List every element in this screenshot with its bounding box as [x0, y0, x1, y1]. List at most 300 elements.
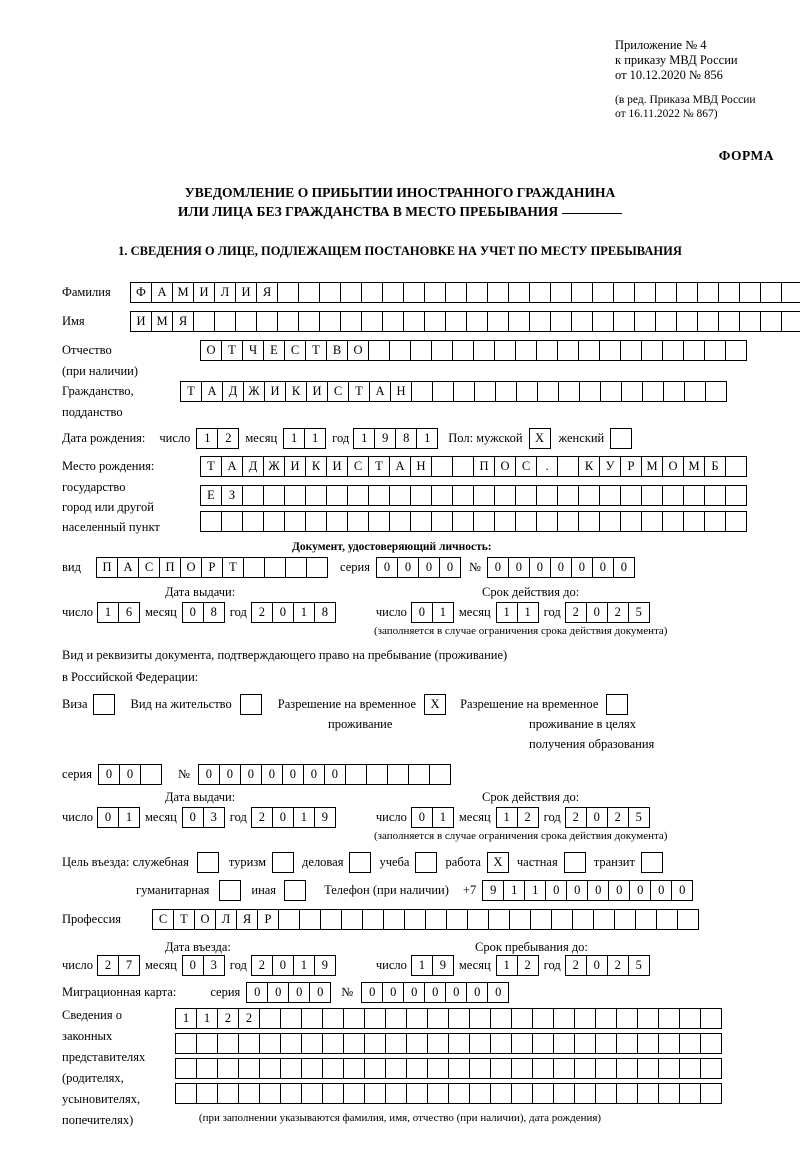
char-cell[interactable] — [259, 1033, 281, 1054]
char-cell[interactable]: 0 — [545, 880, 567, 901]
char-cell[interactable] — [620, 340, 642, 361]
char-cell[interactable] — [679, 1033, 701, 1054]
char-cell[interactable]: 2 — [238, 1008, 260, 1029]
char-cell[interactable]: П — [96, 557, 118, 578]
permit-issue-day-input[interactable] — [97, 807, 140, 828]
char-cell[interactable]: Е — [200, 485, 222, 506]
char-cell[interactable] — [705, 381, 727, 402]
char-cell[interactable]: 0 — [650, 880, 672, 901]
stay-year-input[interactable] — [565, 955, 650, 976]
char-cell[interactable] — [529, 282, 551, 303]
sex-female-checkbox[interactable] — [610, 428, 632, 449]
char-cell[interactable] — [385, 1033, 407, 1054]
char-cell[interactable]: П — [473, 456, 495, 477]
char-cell[interactable] — [362, 909, 384, 930]
char-cell[interactable] — [592, 282, 614, 303]
char-cell[interactable] — [340, 282, 362, 303]
char-cell[interactable]: 8 — [203, 602, 225, 623]
char-cell[interactable]: Я — [236, 909, 258, 930]
char-cell[interactable]: 2 — [607, 807, 629, 828]
char-cell[interactable]: С — [152, 909, 174, 930]
char-cell[interactable]: Р — [257, 909, 279, 930]
char-cell[interactable] — [579, 381, 601, 402]
char-cell[interactable]: Д — [222, 381, 244, 402]
char-cell[interactable] — [425, 909, 447, 930]
char-cell[interactable]: Ж — [243, 381, 265, 402]
char-cell[interactable]: 1 — [353, 428, 375, 449]
char-cell[interactable]: 0 — [586, 807, 608, 828]
char-cell[interactable]: 1 — [411, 955, 433, 976]
char-cell[interactable]: 0 — [272, 807, 294, 828]
char-cell[interactable]: 2 — [607, 955, 629, 976]
char-cell[interactable] — [264, 557, 286, 578]
char-cell[interactable] — [387, 764, 409, 785]
char-cell[interactable] — [364, 1083, 386, 1104]
char-cell[interactable] — [278, 909, 300, 930]
char-cell[interactable] — [298, 311, 320, 332]
char-cell[interactable] — [574, 1008, 596, 1029]
char-cell[interactable]: А — [389, 456, 411, 477]
char-cell[interactable] — [595, 1058, 617, 1079]
char-cell[interactable]: Л — [214, 282, 236, 303]
char-cell[interactable] — [700, 1008, 722, 1029]
char-cell[interactable] — [410, 340, 432, 361]
char-cell[interactable] — [175, 1033, 197, 1054]
char-cell[interactable] — [637, 1083, 659, 1104]
char-cell[interactable]: 9 — [432, 955, 454, 976]
char-cell[interactable] — [564, 852, 586, 873]
char-cell[interactable]: 0 — [608, 880, 630, 901]
char-cell[interactable]: 0 — [411, 807, 433, 828]
char-cell[interactable]: И — [284, 456, 306, 477]
char-cell[interactable] — [284, 880, 306, 901]
char-cell[interactable]: И — [235, 282, 257, 303]
char-cell[interactable]: 1 — [175, 1008, 197, 1029]
char-cell[interactable]: 2 — [517, 807, 539, 828]
char-cell[interactable]: М — [641, 456, 663, 477]
char-cell[interactable]: 0 — [182, 955, 204, 976]
char-cell[interactable]: К — [305, 456, 327, 477]
char-cell[interactable]: С — [515, 456, 537, 477]
purpose-study-checkbox[interactable] — [415, 852, 437, 873]
char-cell[interactable] — [448, 1083, 470, 1104]
char-cell[interactable]: О — [180, 557, 202, 578]
char-cell[interactable] — [487, 282, 509, 303]
char-cell[interactable] — [473, 340, 495, 361]
entry-day-input[interactable] — [97, 955, 140, 976]
char-cell[interactable] — [487, 311, 509, 332]
char-cell[interactable] — [343, 1008, 365, 1029]
char-cell[interactable]: Т — [173, 909, 195, 930]
char-cell[interactable]: 0 — [98, 764, 120, 785]
legal-rep-input-1[interactable] — [175, 1008, 722, 1029]
char-cell[interactable]: 0 — [587, 880, 609, 901]
char-cell[interactable] — [593, 909, 615, 930]
mig-series-input[interactable] — [246, 982, 331, 1003]
char-cell[interactable] — [557, 511, 579, 532]
char-cell[interactable]: Я — [172, 311, 194, 332]
char-cell[interactable] — [634, 311, 656, 332]
char-cell[interactable]: 1 — [432, 807, 454, 828]
doc-number-input[interactable] — [487, 557, 635, 578]
char-cell[interactable] — [679, 1083, 701, 1104]
char-cell[interactable] — [469, 1033, 491, 1054]
purpose-work-checkbox[interactable] — [487, 852, 509, 873]
char-cell[interactable] — [319, 311, 341, 332]
char-cell[interactable] — [662, 485, 684, 506]
char-cell[interactable]: О — [200, 340, 222, 361]
char-cell[interactable]: 1 — [196, 1008, 218, 1029]
permit-valid-day-input[interactable] — [411, 807, 454, 828]
char-cell[interactable]: 0 — [198, 764, 220, 785]
char-cell[interactable] — [343, 1083, 365, 1104]
char-cell[interactable]: 0 — [240, 764, 262, 785]
char-cell[interactable]: А — [201, 381, 223, 402]
char-cell[interactable] — [781, 282, 800, 303]
char-cell[interactable]: 3 — [203, 807, 225, 828]
char-cell[interactable] — [361, 311, 383, 332]
char-cell[interactable] — [495, 381, 517, 402]
char-cell[interactable]: Т — [221, 340, 243, 361]
char-cell[interactable]: И — [130, 311, 152, 332]
char-cell[interactable]: 2 — [217, 1008, 239, 1029]
char-cell[interactable]: 0 — [397, 557, 419, 578]
char-cell[interactable] — [610, 428, 632, 449]
char-cell[interactable]: 0 — [282, 764, 304, 785]
char-cell[interactable] — [641, 340, 663, 361]
char-cell[interactable]: 5 — [628, 955, 650, 976]
purpose-private-checkbox[interactable] — [564, 852, 586, 873]
char-cell[interactable] — [553, 1058, 575, 1079]
char-cell[interactable]: Л — [215, 909, 237, 930]
char-cell[interactable]: С — [284, 340, 306, 361]
profession-input[interactable] — [152, 909, 699, 930]
char-cell[interactable] — [488, 909, 510, 930]
char-cell[interactable] — [301, 1058, 323, 1079]
char-cell[interactable] — [551, 909, 573, 930]
char-cell[interactable] — [532, 1033, 554, 1054]
char-cell[interactable] — [406, 1058, 428, 1079]
char-cell[interactable] — [634, 282, 656, 303]
char-cell[interactable] — [219, 880, 241, 901]
char-cell[interactable] — [760, 311, 782, 332]
char-cell[interactable]: 9 — [314, 807, 336, 828]
char-cell[interactable] — [364, 1058, 386, 1079]
char-cell[interactable]: 0 — [361, 982, 383, 1003]
char-cell[interactable]: 0 — [629, 880, 651, 901]
char-cell[interactable]: Ф — [130, 282, 152, 303]
name-input[interactable] — [130, 311, 800, 332]
char-cell[interactable] — [238, 1058, 260, 1079]
char-cell[interactable] — [389, 485, 411, 506]
char-cell[interactable] — [515, 485, 537, 506]
char-cell[interactable]: 0 — [439, 557, 461, 578]
birthplace-city-input[interactable] — [200, 485, 747, 506]
char-cell[interactable] — [571, 311, 593, 332]
temp-residence-checkbox[interactable] — [424, 694, 446, 715]
char-cell[interactable] — [662, 511, 684, 532]
char-cell[interactable] — [683, 340, 705, 361]
doc-series-input[interactable] — [376, 557, 461, 578]
char-cell[interactable]: 2 — [565, 807, 587, 828]
doc-issue-year-input[interactable] — [251, 602, 336, 623]
char-cell[interactable] — [508, 282, 530, 303]
char-cell[interactable] — [301, 1033, 323, 1054]
char-cell[interactable]: А — [221, 456, 243, 477]
char-cell[interactable]: Я — [256, 282, 278, 303]
char-cell[interactable] — [240, 694, 262, 715]
char-cell[interactable]: С — [327, 381, 349, 402]
char-cell[interactable] — [389, 340, 411, 361]
char-cell[interactable] — [620, 485, 642, 506]
char-cell[interactable]: О — [494, 456, 516, 477]
char-cell[interactable] — [452, 456, 474, 477]
char-cell[interactable]: 3 — [203, 955, 225, 976]
char-cell[interactable] — [385, 1083, 407, 1104]
char-cell[interactable]: 0 — [671, 880, 693, 901]
char-cell[interactable] — [574, 1033, 596, 1054]
char-cell[interactable]: 1 — [293, 602, 315, 623]
char-cell[interactable] — [427, 1083, 449, 1104]
char-cell[interactable] — [306, 557, 328, 578]
entry-year-input[interactable] — [251, 955, 336, 976]
char-cell[interactable] — [305, 511, 327, 532]
char-cell[interactable] — [613, 282, 635, 303]
legal-rep-input-4[interactable] — [175, 1083, 722, 1104]
char-cell[interactable] — [679, 1058, 701, 1079]
char-cell[interactable]: 1 — [118, 807, 140, 828]
char-cell[interactable] — [382, 311, 404, 332]
char-cell[interactable] — [529, 311, 551, 332]
char-cell[interactable]: О — [194, 909, 216, 930]
char-cell[interactable] — [448, 1033, 470, 1054]
char-cell[interactable]: С — [347, 456, 369, 477]
char-cell[interactable]: 2 — [217, 428, 239, 449]
char-cell[interactable] — [473, 485, 495, 506]
char-cell[interactable]: С — [138, 557, 160, 578]
char-cell[interactable]: О — [347, 340, 369, 361]
char-cell[interactable] — [683, 511, 705, 532]
char-cell[interactable] — [280, 1083, 302, 1104]
char-cell[interactable]: 0 — [382, 982, 404, 1003]
char-cell[interactable]: М — [151, 311, 173, 332]
char-cell[interactable] — [322, 1008, 344, 1029]
citizenship-input[interactable] — [180, 381, 727, 402]
char-cell[interactable] — [200, 511, 222, 532]
birth-month-input[interactable] — [283, 428, 326, 449]
char-cell[interactable]: 0 — [261, 764, 283, 785]
char-cell[interactable]: 0 — [508, 557, 530, 578]
char-cell[interactable] — [301, 1008, 323, 1029]
char-cell[interactable] — [243, 557, 265, 578]
char-cell[interactable]: 2 — [251, 955, 273, 976]
char-cell[interactable] — [490, 1008, 512, 1029]
char-cell[interactable] — [490, 1058, 512, 1079]
char-cell[interactable] — [679, 1008, 701, 1029]
char-cell[interactable] — [175, 1083, 197, 1104]
char-cell[interactable] — [322, 1033, 344, 1054]
char-cell[interactable] — [406, 1083, 428, 1104]
char-cell[interactable]: И — [306, 381, 328, 402]
char-cell[interactable] — [637, 1008, 659, 1029]
char-cell[interactable]: 0 — [529, 557, 551, 578]
char-cell[interactable] — [343, 1033, 365, 1054]
char-cell[interactable] — [676, 311, 698, 332]
char-cell[interactable] — [595, 1008, 617, 1029]
char-cell[interactable]: К — [285, 381, 307, 402]
char-cell[interactable] — [452, 340, 474, 361]
char-cell[interactable] — [431, 340, 453, 361]
char-cell[interactable] — [448, 1008, 470, 1029]
char-cell[interactable]: Т — [222, 557, 244, 578]
char-cell[interactable] — [684, 381, 706, 402]
char-cell[interactable] — [319, 282, 341, 303]
char-cell[interactable] — [277, 311, 299, 332]
doc-issue-day-input[interactable] — [97, 602, 140, 623]
char-cell[interactable] — [326, 485, 348, 506]
char-cell[interactable]: 0 — [267, 982, 289, 1003]
char-cell[interactable] — [301, 1083, 323, 1104]
char-cell[interactable]: 0 — [219, 764, 241, 785]
char-cell[interactable] — [494, 511, 516, 532]
char-cell[interactable]: Т — [180, 381, 202, 402]
char-cell[interactable] — [217, 1083, 239, 1104]
permit-number-input[interactable] — [198, 764, 451, 785]
birth-day-input[interactable] — [196, 428, 239, 449]
char-cell[interactable]: X — [424, 694, 446, 715]
char-cell[interactable] — [635, 909, 657, 930]
char-cell[interactable] — [406, 1033, 428, 1054]
char-cell[interactable] — [571, 282, 593, 303]
char-cell[interactable] — [410, 511, 432, 532]
legal-rep-input-2[interactable] — [175, 1033, 722, 1054]
char-cell[interactable]: Ж — [263, 456, 285, 477]
char-cell[interactable] — [242, 485, 264, 506]
char-cell[interactable] — [676, 282, 698, 303]
char-cell[interactable]: 9 — [482, 880, 504, 901]
char-cell[interactable] — [415, 852, 437, 873]
char-cell[interactable] — [550, 282, 572, 303]
char-cell[interactable] — [641, 852, 663, 873]
char-cell[interactable] — [511, 1033, 533, 1054]
char-cell[interactable] — [700, 1033, 722, 1054]
char-cell[interactable] — [557, 485, 579, 506]
char-cell[interactable] — [221, 511, 243, 532]
char-cell[interactable] — [532, 1083, 554, 1104]
char-cell[interactable] — [256, 311, 278, 332]
char-cell[interactable] — [298, 282, 320, 303]
char-cell[interactable]: 1 — [432, 602, 454, 623]
char-cell[interactable] — [452, 485, 474, 506]
char-cell[interactable] — [704, 485, 726, 506]
char-cell[interactable]: 2 — [251, 602, 273, 623]
char-cell[interactable] — [616, 1008, 638, 1029]
char-cell[interactable]: 2 — [251, 807, 273, 828]
char-cell[interactable] — [725, 485, 747, 506]
char-cell[interactable] — [404, 909, 426, 930]
char-cell[interactable] — [280, 1058, 302, 1079]
char-cell[interactable] — [600, 381, 622, 402]
char-cell[interactable]: Н — [410, 456, 432, 477]
char-cell[interactable]: 1 — [517, 602, 539, 623]
char-cell[interactable] — [620, 511, 642, 532]
char-cell[interactable] — [238, 1033, 260, 1054]
char-cell[interactable]: Ч — [242, 340, 264, 361]
char-cell[interactable]: 0 — [246, 982, 268, 1003]
char-cell[interactable] — [536, 511, 558, 532]
char-cell[interactable] — [235, 311, 257, 332]
char-cell[interactable] — [508, 311, 530, 332]
char-cell[interactable] — [424, 311, 446, 332]
char-cell[interactable] — [452, 511, 474, 532]
char-cell[interactable]: 1 — [524, 880, 546, 901]
char-cell[interactable] — [467, 909, 489, 930]
char-cell[interactable] — [599, 485, 621, 506]
birthplace-extra-input[interactable] — [200, 511, 747, 532]
char-cell[interactable] — [429, 764, 451, 785]
char-cell[interactable] — [383, 909, 405, 930]
char-cell[interactable] — [616, 1058, 638, 1079]
char-cell[interactable]: 2 — [517, 955, 539, 976]
char-cell[interactable] — [196, 1058, 218, 1079]
char-cell[interactable] — [550, 311, 572, 332]
char-cell[interactable] — [368, 340, 390, 361]
char-cell[interactable] — [427, 1008, 449, 1029]
char-cell[interactable] — [490, 1033, 512, 1054]
mig-number-input[interactable] — [361, 982, 509, 1003]
char-cell[interactable]: 1 — [503, 880, 525, 901]
char-cell[interactable] — [403, 282, 425, 303]
char-cell[interactable] — [515, 340, 537, 361]
char-cell[interactable] — [389, 511, 411, 532]
char-cell[interactable] — [616, 1083, 638, 1104]
char-cell[interactable] — [494, 485, 516, 506]
char-cell[interactable]: . — [536, 456, 558, 477]
char-cell[interactable] — [466, 311, 488, 332]
char-cell[interactable] — [641, 511, 663, 532]
char-cell[interactable] — [382, 282, 404, 303]
char-cell[interactable] — [242, 511, 264, 532]
char-cell[interactable] — [697, 282, 719, 303]
char-cell[interactable]: 5 — [628, 807, 650, 828]
char-cell[interactable] — [683, 485, 705, 506]
purpose-business-checkbox[interactable] — [349, 852, 371, 873]
char-cell[interactable] — [658, 1083, 680, 1104]
char-cell[interactable] — [614, 909, 636, 930]
char-cell[interactable]: 1 — [293, 807, 315, 828]
char-cell[interactable]: Р — [201, 557, 223, 578]
char-cell[interactable]: У — [599, 456, 621, 477]
char-cell[interactable] — [490, 1083, 512, 1104]
char-cell[interactable]: 0 — [445, 982, 467, 1003]
char-cell[interactable] — [725, 340, 747, 361]
char-cell[interactable]: Т — [368, 456, 390, 477]
char-cell[interactable] — [445, 282, 467, 303]
char-cell[interactable] — [280, 1008, 302, 1029]
char-cell[interactable] — [427, 1058, 449, 1079]
char-cell[interactable] — [432, 381, 454, 402]
char-cell[interactable]: 0 — [418, 557, 440, 578]
char-cell[interactable] — [553, 1033, 575, 1054]
char-cell[interactable] — [704, 511, 726, 532]
char-cell[interactable] — [599, 511, 621, 532]
char-cell[interactable] — [781, 311, 800, 332]
char-cell[interactable]: И — [193, 282, 215, 303]
char-cell[interactable] — [364, 1033, 386, 1054]
char-cell[interactable]: 1 — [283, 428, 305, 449]
char-cell[interactable]: 1 — [97, 602, 119, 623]
char-cell[interactable] — [511, 1083, 533, 1104]
